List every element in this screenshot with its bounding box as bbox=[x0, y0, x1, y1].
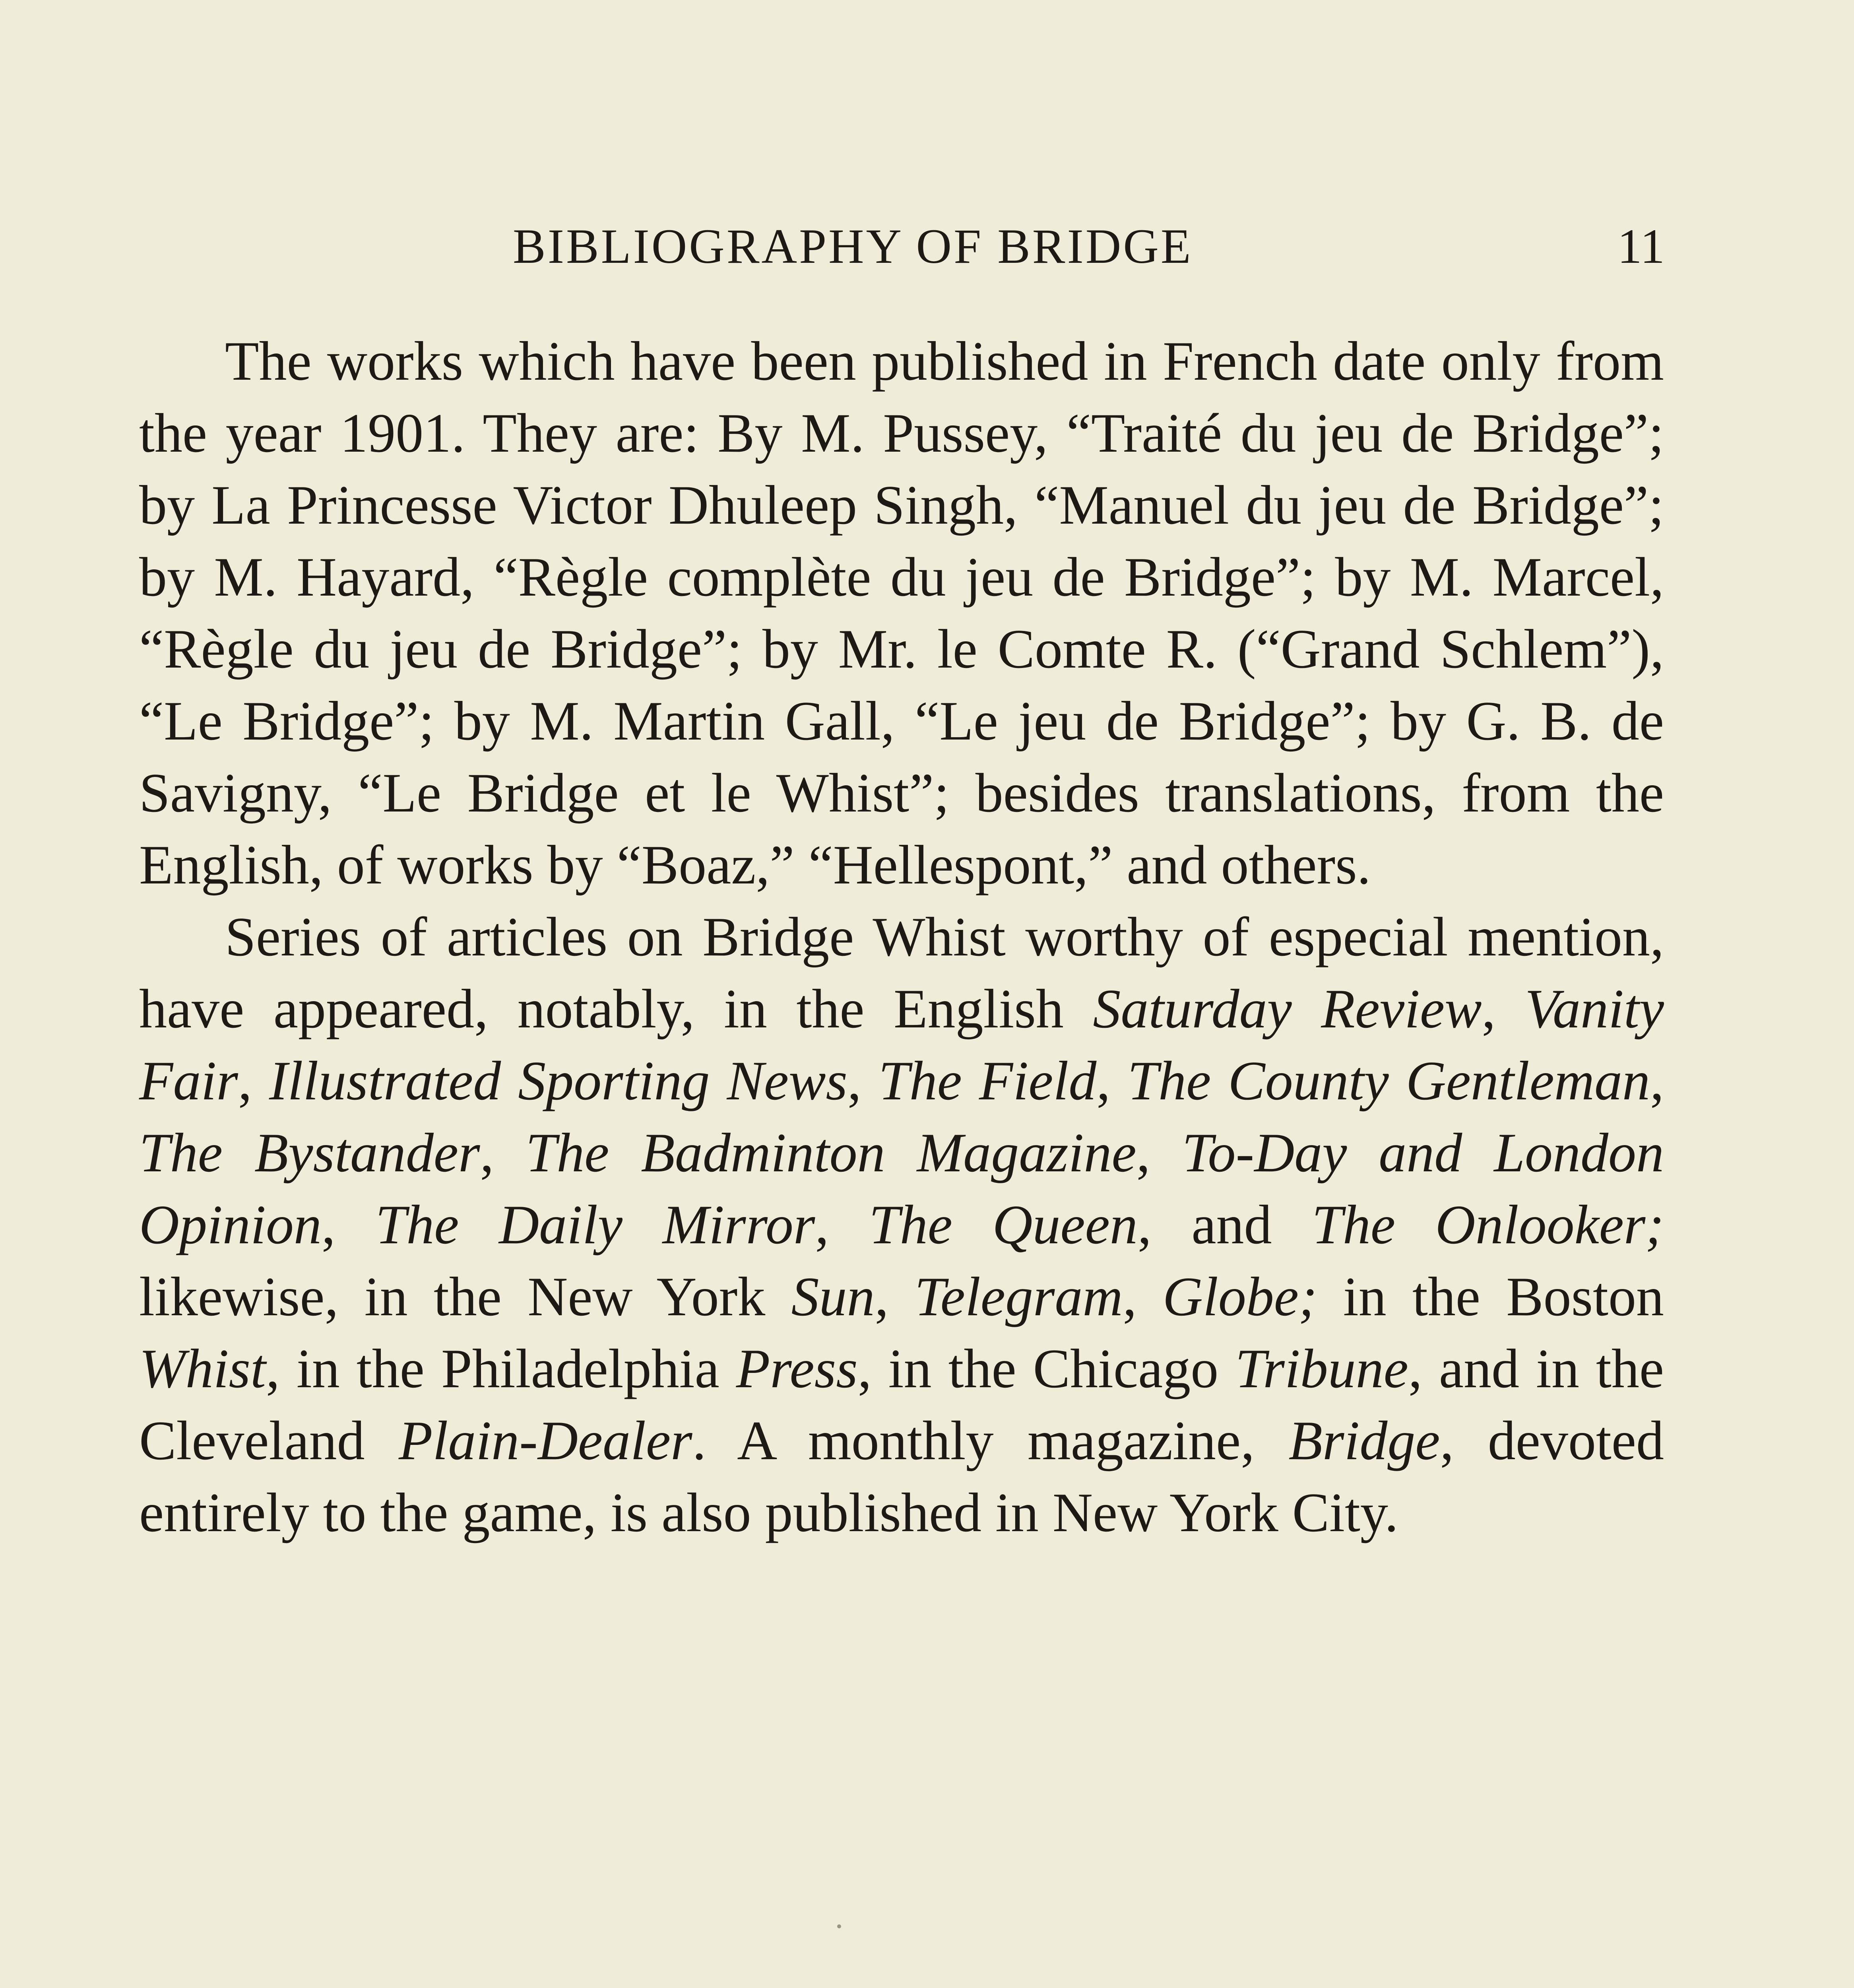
text-run: , bbox=[480, 1122, 526, 1184]
italic-title: Sun bbox=[791, 1266, 875, 1328]
italic-title: The Onlooker; bbox=[1312, 1194, 1664, 1256]
italic-title: Bridge bbox=[1288, 1410, 1440, 1472]
page-number: 11 bbox=[1617, 219, 1665, 274]
italic-title: Vanity Fair bbox=[139, 978, 1664, 1112]
text-run: , bbox=[1136, 1122, 1182, 1184]
text-run: , and in the Cleveland bbox=[139, 1338, 1664, 1472]
text-run: , bbox=[321, 1194, 376, 1256]
italic-title: Telegram bbox=[914, 1266, 1123, 1328]
italic-title: The County Gentleman bbox=[1127, 1050, 1650, 1112]
running-head bbox=[0, 215, 1854, 278]
text-run: , in the Chicago bbox=[857, 1338, 1235, 1400]
italic-title: The Daily Mirror bbox=[375, 1194, 815, 1256]
italic-title: Globe; bbox=[1162, 1266, 1317, 1328]
running-title: BIBLIOGRAPHY OF BRIDGE bbox=[513, 219, 1193, 274]
text-run: , bbox=[847, 1050, 879, 1112]
italic-title: To-Day and London Opinion bbox=[139, 1122, 1664, 1256]
italic-title: The Queen bbox=[869, 1194, 1138, 1256]
paper-speck bbox=[837, 1924, 841, 1928]
italic-title: Saturday Review bbox=[1093, 978, 1482, 1040]
italic-title: Whist bbox=[139, 1338, 266, 1400]
text-run: , bbox=[238, 1050, 269, 1112]
italic-title: Tribune bbox=[1235, 1338, 1408, 1400]
italic-title: Plain-Dealer bbox=[398, 1410, 692, 1472]
text-run: . A monthly magazine, bbox=[692, 1410, 1289, 1472]
body-paragraph bbox=[139, 901, 1664, 1549]
text-run: , and bbox=[1137, 1194, 1312, 1256]
italic-title: The Badminton Magazine bbox=[526, 1122, 1136, 1184]
text-run: , bbox=[1096, 1050, 1128, 1112]
text-run: , devoted entirely to the game, is also published in New York City. bbox=[139, 1410, 1664, 1543]
italic-title: The Field bbox=[878, 1050, 1097, 1112]
text-run: , in the Philadelphia bbox=[266, 1338, 736, 1400]
text-run: likewise, in the New York bbox=[139, 1266, 791, 1328]
italic-title: The Bystander bbox=[139, 1122, 480, 1184]
body-paragraph bbox=[139, 325, 1664, 901]
text-run: , bbox=[875, 1266, 915, 1328]
text-run: , bbox=[815, 1194, 869, 1256]
text-run: Series of articles on Bridge Whist worthy of especial mention, have appeared, notably, in the English bbox=[139, 906, 1664, 1040]
text-run: , bbox=[1123, 1266, 1163, 1328]
body-text bbox=[139, 325, 1664, 1549]
italic-title: Press bbox=[736, 1338, 858, 1400]
text-run: The works which have been published in French date only from the year 1901. They are: By M. Pussey, “Traité du jeu de Bridge”; by La Princesse Victor Dhuleep Singh, “Manuel du jeu de Bridge”; by M. Hayard, “Règle complète du jeu de Bridge”; by M. Marcel, “Règle du jeu de Bridge”; by Mr. le Comte R. (“Grand Schlem”), “Le Bridge”; by M. Martin Gall, “Le jeu de Bridge”; by G. B. de Savigny, “Le Bridge et le Whist”; besides translations, from the English, of works by “Boaz,” “Hellespont,” and others. bbox=[139, 330, 1664, 896]
italic-title: Illustrated Sporting News bbox=[269, 1050, 847, 1112]
text-run: , bbox=[1482, 978, 1525, 1040]
text-run: , bbox=[1650, 1050, 1664, 1112]
text-run: in the Boston bbox=[1317, 1266, 1664, 1328]
